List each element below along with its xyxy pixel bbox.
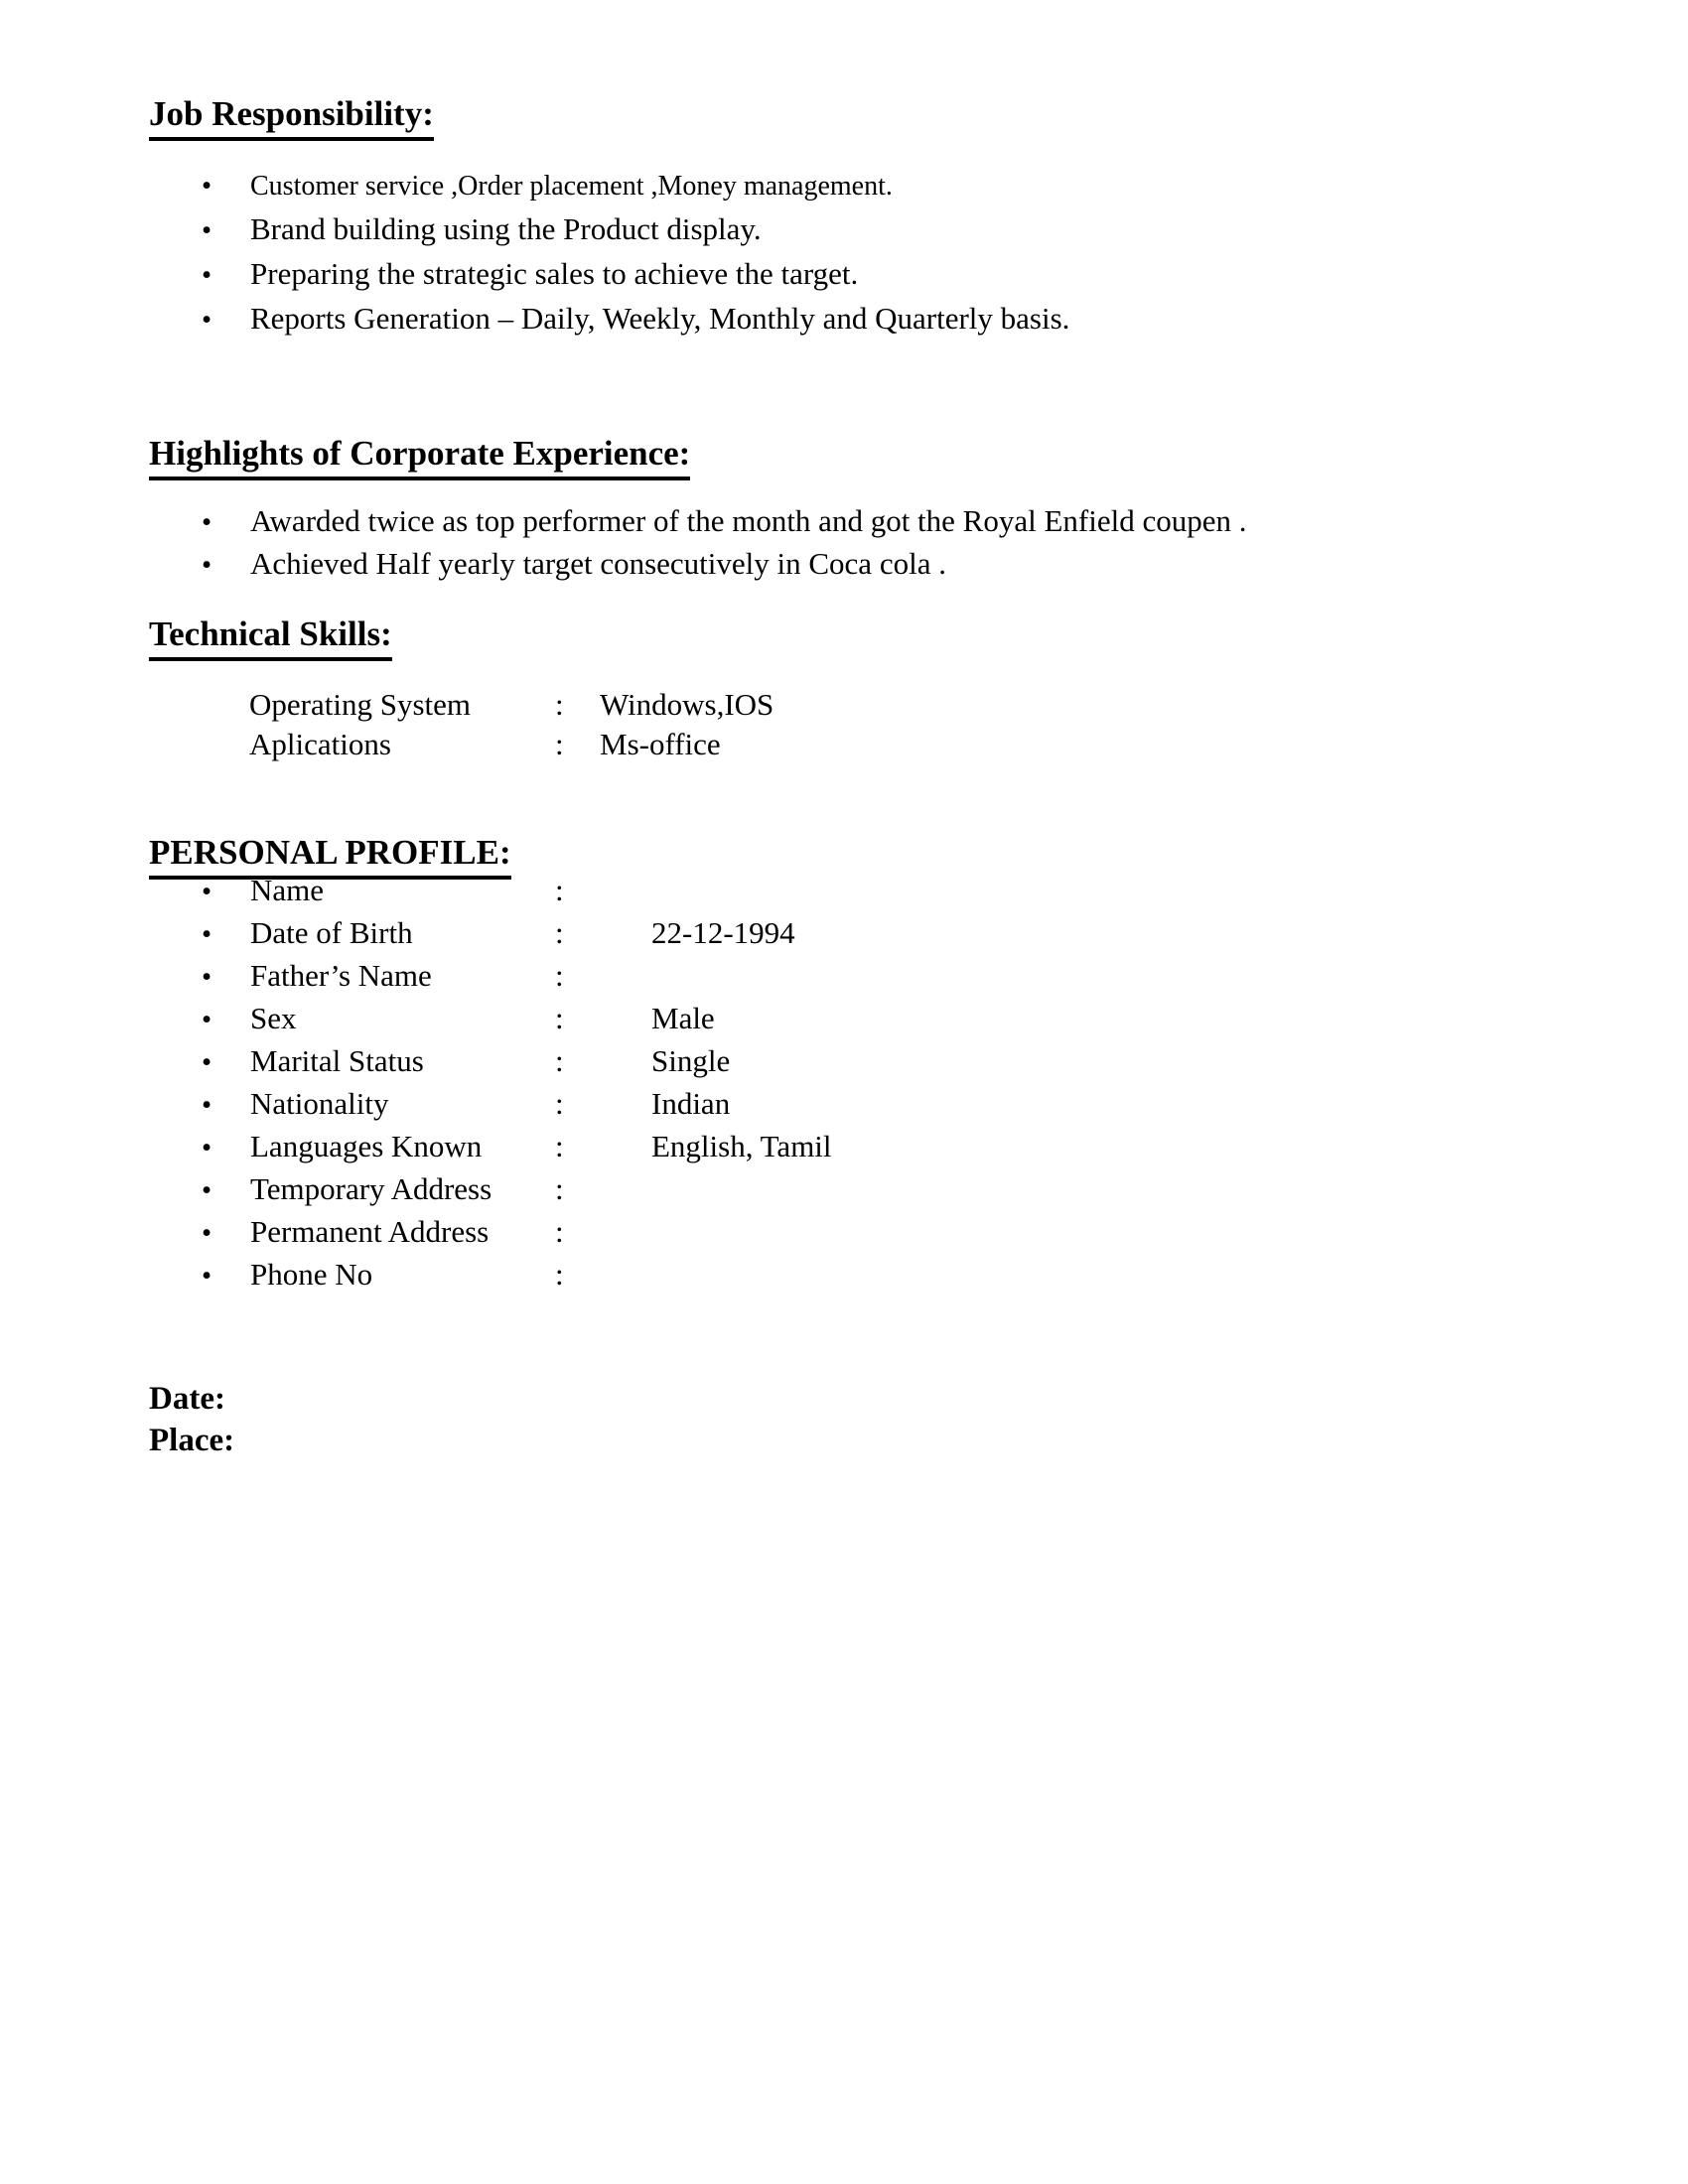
job-responsibility-heading [149,95,434,141]
colon-separator: : [555,687,564,722]
bullet-icon: • [202,1089,212,1121]
profile-row [202,1168,832,1211]
bullet-icon: • [202,918,212,950]
profile-row [202,1040,832,1083]
list-item-text: Customer service ,Order placement ,Money management. [250,171,893,202]
profile-value: English, Tamil [651,1129,832,1163]
list-item-text: Awarded twice as top performer of the month and got the Royal Enfield coupen . [250,503,1247,538]
bullet-icon: • [202,1260,212,1292]
list-item-text: Brand building using the Product display. [250,211,762,246]
colon-separator: : [555,1086,564,1121]
list-item-text: Preparing the strategic sales to achieve the target. [250,256,859,291]
list-item [202,543,1247,586]
list-item [202,163,1069,207]
profile-row [202,870,832,912]
bullet-icon: • [202,259,212,291]
skill-label: Operating System [249,687,471,722]
profile-label: Nationality [250,1086,389,1121]
skill-row [249,725,774,764]
profile-value: Single [651,1043,731,1078]
list-item-text: Reports Generation – Daily, Weekly, Monthly and Quarterly basis. [250,301,1070,336]
personal-profile-heading-text: PERSONAL PROFILE: [149,834,511,880]
personal-profile-list [202,870,832,1297]
profile-label: Father’s Name [250,958,432,993]
technical-skills-rows [249,685,774,764]
corporate-experience-heading-text: Highlights of Corporate Experience: [149,435,690,480]
job-responsibility-list [202,163,1069,341]
profile-label: Phone No [250,1257,373,1292]
bullet-icon: • [202,876,212,907]
colon-separator: : [555,1257,564,1292]
profile-value: Male [651,1001,715,1035]
bullet-icon: • [202,1217,212,1249]
profile-row [202,1126,832,1168]
skill-row [249,685,774,725]
profile-label: Marital Status [250,1043,424,1078]
profile-label: Languages Known [250,1129,483,1163]
profile-value: 22-12-1994 [651,915,795,950]
place-label: Place: [149,1423,235,1458]
list-item-text: Achieved Half yearly target consecutively in Coca cola . [250,546,946,581]
bullet-icon: • [202,1046,212,1078]
colon-separator: : [555,727,564,761]
profile-row [202,955,832,998]
colon-separator: : [555,1129,564,1163]
list-item [202,500,1247,543]
corporate-experience-heading [149,435,690,480]
bullet-icon: • [202,304,212,336]
footer-date-place [149,1378,234,1461]
job-responsibility-heading-text: Job Responsibility: [149,95,434,141]
date-label: Date: [149,1381,225,1417]
technical-skills-heading-text: Technical Skills: [149,615,392,661]
profile-row [202,998,832,1040]
list-item [202,207,1069,252]
profile-label: Name [250,873,325,907]
bullet-icon: • [202,549,212,581]
colon-separator: : [555,915,564,950]
profile-row [202,1254,832,1297]
profile-row [202,1211,832,1254]
colon-separator: : [555,1043,564,1078]
profile-value: Indian [651,1086,731,1121]
profile-label: Temporary Address [250,1171,492,1206]
list-item [202,252,1069,297]
bullet-icon: • [202,214,212,246]
colon-separator: : [555,958,564,993]
bullet-icon: • [202,170,212,202]
profile-row [202,1083,832,1126]
profile-label: Permanent Address [250,1214,490,1249]
technical-skills-heading [149,615,392,661]
skill-label: Aplications [249,727,391,761]
bullet-icon: • [202,506,212,538]
skill-value: Windows,IOS [600,687,774,722]
profile-label: Sex [250,1001,297,1035]
colon-separator: : [555,873,564,907]
colon-separator: : [555,1214,564,1249]
colon-separator: : [555,1171,564,1206]
skill-value: Ms-office [600,727,721,761]
colon-separator: : [555,1001,564,1035]
corporate-experience-list [202,500,1247,586]
bullet-icon: • [202,961,212,993]
bullet-icon: • [202,1004,212,1035]
profile-label: Date of Birth [250,915,413,950]
list-item [202,297,1069,341]
profile-row [202,912,832,955]
bullet-icon: • [202,1132,212,1163]
bullet-icon: • [202,1174,212,1206]
